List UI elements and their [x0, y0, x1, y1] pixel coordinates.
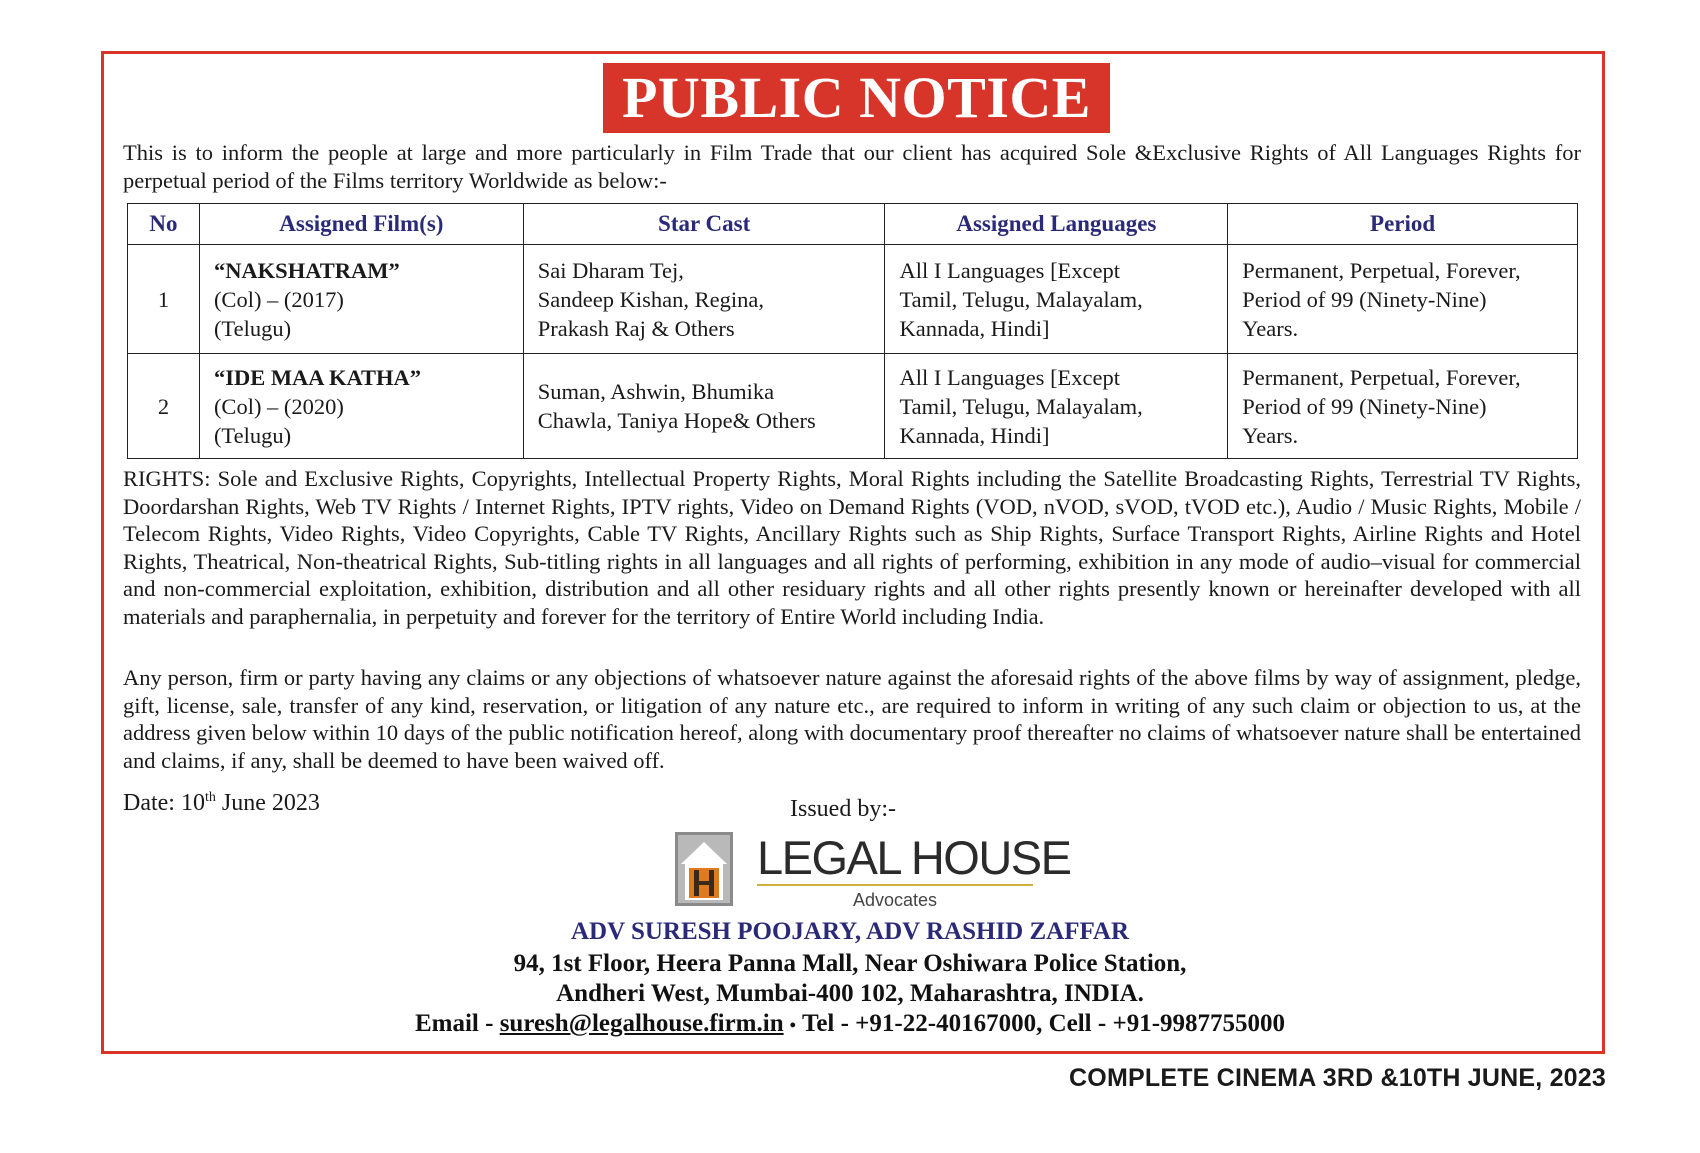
header-star-cast: Star Cast: [523, 204, 885, 245]
firm-logo-subtitle: Advocates: [853, 890, 938, 910]
film-format-year: (Col) – (2017): [213, 286, 344, 312]
period-cell: [1228, 354, 1578, 459]
cast-line: Prakash Raj & Others: [537, 315, 735, 341]
languages-line: Kannada, Hindi]: [899, 422, 1050, 448]
table-row: [128, 245, 1578, 354]
cast-line: Sandeep Kishan, Regina,: [537, 286, 764, 312]
cast-line: Suman, Ashwin, Bhumika: [537, 379, 775, 404]
header-period: Period: [1228, 204, 1578, 245]
languages-cell: [885, 354, 1228, 459]
period-cell: [1228, 245, 1578, 354]
film-language: (Telugu): [213, 422, 292, 448]
intro-paragraph: This is to inform the people at large and more particularly in Film Trade that our client has acquired Sole &Exclusive Rights of All Languages Rights for perpetual period of the Films territory Worldwide as below:-: [123, 140, 1581, 193]
header-assigned-languages: Assigned Languages: [885, 204, 1228, 245]
logo-underline: [757, 884, 1033, 886]
cast-line: Sai Dharam Tej,: [537, 257, 684, 283]
header-no: No: [128, 204, 200, 245]
address-line-2: Andheri West, Mumbai-400 102, Maharashtra, INDIA.: [556, 980, 1144, 1007]
rights-paragraph: RIGHTS: Sole and Exclusive Rights, Copyrights, Intellectual Property Rights, Moral Rights including the Satellite Broadcasting Rights, Terrestrial TV Rights, Doordarshan Rights, Web TV Rights / Internet Rights, IPTV rights, Video on Demand Rights (VOD, nVOD, sVOD, tVOD etc.), Audio / Music Rights, Mobile / Telecom Rights, Video Rights, Video Copyrights, Cable TV Rights, Ancillary Rights such as Ship Rights, Surface Transport Rights, Airline Rights and Hotel Rights, Theatrical, Non-theatrical Rights, Sub-titling rights in all languages and all rights of performing, exhibition in any mode of audio–visual for commercial and non-commercial exploitation, exhibition, distribution and all other residuary rights and all other rights presently known or hereinafter developed with all materials and paraphernalia, in perpetuity and forever for the territory of Entire World including India.: [123, 466, 1581, 629]
table-header-row: [128, 204, 1578, 245]
publication-footer: COMPLETE CINEMA 3RD &10TH JUNE, 2023: [1069, 1064, 1606, 1092]
claims-paragraph: Any person, firm or party having any claims or any objections of whatsoever nature against the aforesaid rights of the above films by way of assignment, pledge, gift, license, sale, transfer of any kind, reservation, or litigation of any nature etc., are required to inform in writing of any such claim or objection to us, at the address given below within 10 days of the public notification hereof, along with documentary proof thereafter no claims of whatsoever nature shall be entertained and claims, if any, shall be deemed to have been waived off.: [123, 665, 1581, 773]
period-line: Years.: [1242, 422, 1299, 448]
date-prefix: Date: 10: [123, 790, 205, 816]
issued-by-label: Issued by:-: [790, 796, 896, 822]
period-line: Years.: [1242, 315, 1299, 341]
film-format-year: (Col) – (2020): [213, 393, 344, 419]
contact-line: [0, 1010, 1700, 1038]
cast-cell: [523, 245, 885, 354]
films-table: [127, 203, 1578, 459]
phone-numbers: Tel - +91-22-40167000, Cell - +91-9987755000: [801, 1010, 1286, 1037]
languages-cell: [885, 245, 1228, 354]
film-title: “NAKSHATRAM”: [213, 257, 400, 283]
email-label: Email -: [414, 1010, 500, 1037]
house-logo-icon: [675, 832, 733, 906]
separator-bullet: •: [789, 1015, 796, 1035]
notice-date: [123, 790, 320, 817]
advocate-names: ADV SURESH POOJARY, ADV RASHID ZAFFAR: [571, 918, 1129, 945]
languages-line: Kannada, Hindi]: [899, 315, 1050, 341]
languages-line: All I Languages [Except: [899, 257, 1121, 283]
period-line: Permanent, Perpetual, Forever,: [1242, 257, 1521, 283]
notice-title: PUBLIC NOTICE: [603, 63, 1110, 133]
film-title: “IDE MAA KATHA”: [213, 364, 422, 390]
row-number: 1: [128, 245, 200, 354]
header-assigned-films: Assigned Film(s): [199, 204, 523, 245]
row-number: 2: [128, 354, 200, 459]
film-cell: [199, 354, 523, 459]
table-row: [128, 354, 1578, 459]
languages-line: Tamil, Telugu, Malayalam,: [899, 286, 1143, 312]
email-link[interactable]: suresh@legalhouse.firm.in: [499, 1010, 784, 1037]
film-cell: [199, 245, 523, 354]
date-ordinal: th: [204, 790, 216, 805]
address-line-1: 94, 1st Floor, Heera Panna Mall, Near Oshiwara Police Station,: [513, 950, 1187, 977]
period-line: Period of 99 (Ninety-Nine): [1242, 286, 1487, 312]
cast-line: Chawla, Taniya Hope& Others: [537, 408, 816, 433]
film-language: (Telugu): [213, 315, 292, 341]
period-line: Permanent, Perpetual, Forever,: [1242, 364, 1521, 390]
cast-cell: [523, 354, 885, 459]
period-line: Period of 99 (Ninety-Nine): [1242, 393, 1487, 419]
languages-line: Tamil, Telugu, Malayalam,: [899, 393, 1143, 419]
firm-logo-name: LEGAL HOUSE: [757, 831, 1071, 884]
date-rest: June 2023: [215, 790, 320, 816]
languages-line: All I Languages [Except: [899, 364, 1121, 390]
